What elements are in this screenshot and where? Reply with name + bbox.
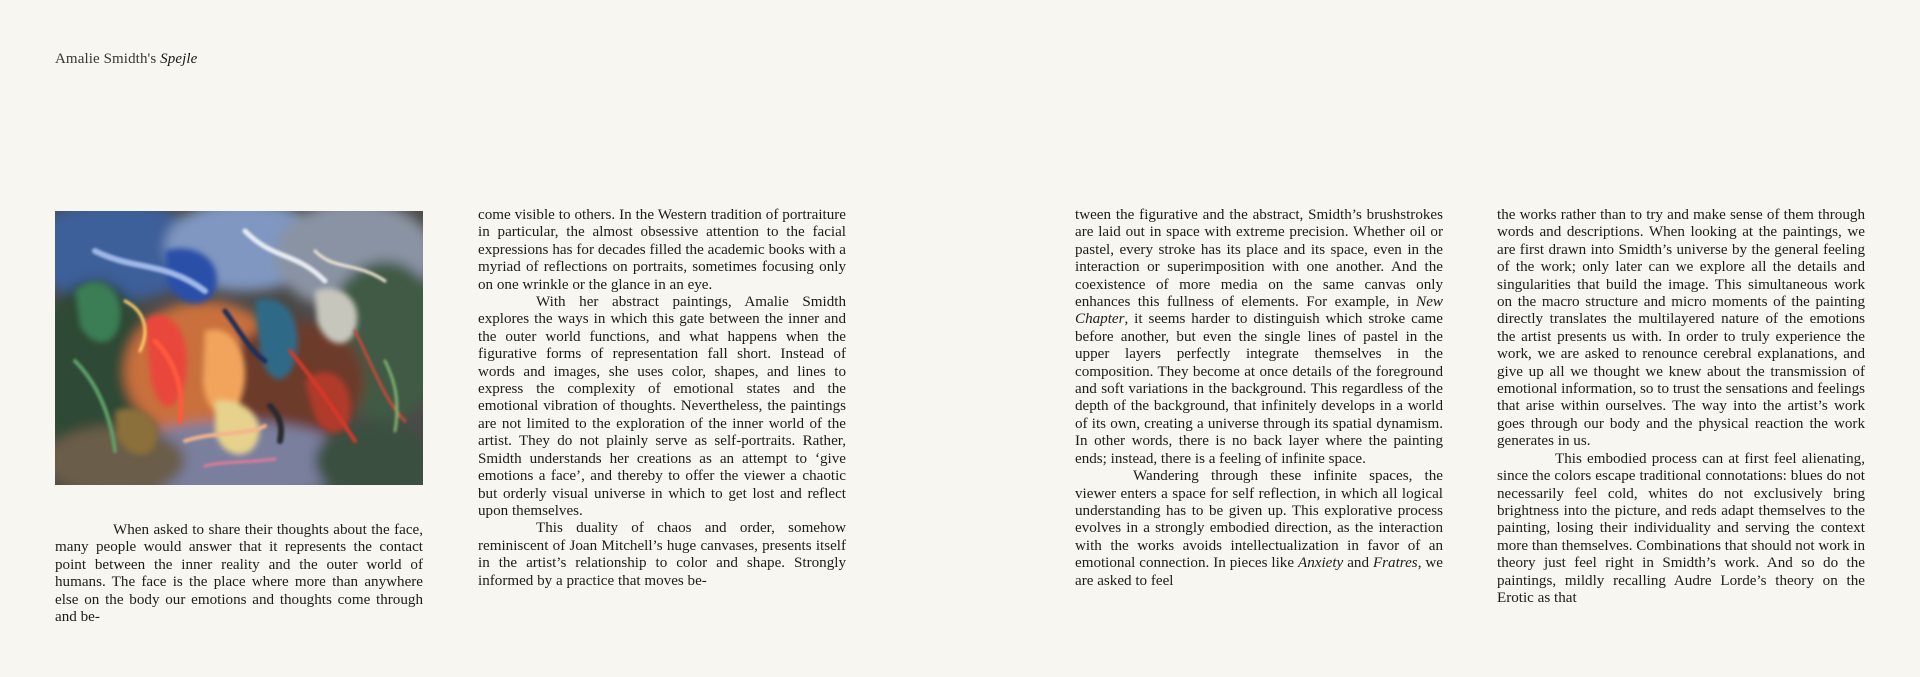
text-run: , it seems harder to distinguish which stroke came before another, but even the single lines of pastel in the upper layers perfectly integrate themselves in the composition. They become at once details of the foreground and soft variations in the background. This regardless of the depth of the background, that infinitely develops in a world of its own, creating a universe through its spatial dynamism. In other words, there is no back layer where the painting ends; instead, there is a feeling of infinite space.: [1075, 311, 1443, 467]
paragraph: When asked to share their thoughts about the face, many people would answer that it represents the contact point between the inner reality and the outer world of humans. The face is the place where more than anywhere else on the body our emotions and thoughts come through and be-: [55, 522, 423, 626]
text-column-4: [1497, 207, 1865, 607]
running-head-prefix: Amalie Smidth's: [55, 51, 161, 67]
running-head-title: Spejle: [160, 51, 198, 67]
paragraph: [1075, 468, 1443, 590]
text-run: and: [1343, 555, 1373, 572]
text-column-2: [478, 207, 846, 590]
paragraph: This duality of chaos and order, somehow reminiscent of Joan Mitchell’s huge canvases, presents itself in the artist’s relationship to color and shape. Strongly informed by a practice that moves be-: [478, 520, 846, 589]
paragraph: the works rather than to try and make sense of them through words and descriptions. When looking at the paintings, we are first drawn into Smidth’s universe by the general feeling of the work; only later can we explore all the details and singularities that build the image. This simultaneous work on the macro structure and micro moments of the painting directly translates the multilayered nature of the emotions the artist presents us with. In order to truly experience the work, we are asked to renounce cerebral explanations, and give up all we thought we knew about the transmission of emotional information, so to trust the sensations and feelings that arise within ourselves. The way into the artist’s work goes through our body and the physical reaction the work generates in us.: [1497, 207, 1865, 450]
running-head: [55, 51, 197, 68]
text-column-3: [1075, 207, 1443, 590]
text-column-1: [55, 522, 423, 626]
paragraph: [1075, 207, 1443, 468]
paragraph: This embodied process can at first feel alienating, since the colors escape traditional connotations: blues do not necessarily feel cold, whites do not exclusively bring brightness into the picture, and reds adapt themselves to the painting, losing their individuality and serving the context more than themselves. Combinations that should not work in theory just feel right in Smidth’s work. And so do the paintings, mildly recalling Audre Lorde’s theory on the Erotic as that: [1497, 450, 1865, 606]
text-run: Wandering through these infinite spaces, the viewer enters a space for self reflection, in which all logical understanding has to be given up. This explorative process evolves in a strongly embodied direction, as the interaction with the works avoids intellectualization in favor of an emotional connection. In pieces like: [1075, 468, 1443, 572]
paragraph: come visible to others. In the Western tradition of portraiture in particular, the almost obsessive attention to the facial expressions has for decades filled the academic books with a myriad of reflections on portraits, sometimes focusing only on one wrinkle or the glance in an eye.: [478, 207, 846, 293]
artwork-title: Anxiety: [1298, 555, 1344, 572]
artwork-title: Fratres: [1372, 555, 1418, 572]
text-run: , we are asked to feel: [1075, 555, 1444, 589]
artwork-title: New Chapter: [1075, 294, 1443, 328]
abstract-painting-image: [55, 211, 423, 485]
text-run: tween the figurative and the abstract, Smidth’s brushstrokes are laid out in space with extreme precision. Whether oil or pastel, every stroke has its place and its space, even in the interaction or superimposition with one another. And the coexistence of more media on the same canvas only enhances this fullness of elements. For example, in: [1075, 207, 1443, 311]
paragraph: With her abstract paintings, Amalie Smidth explores the ways in which this gate between the inner and the outer world functions, and what happens when the figurative forms of representation fall short. Instead of words and images, she uses color, shapes, and lines to express the complexity of emotional states and the emotional vibration of thoughts. Nevertheless, the paintings are not limited to the exploration of the inner world of the artist. They do not plainly serve as self-portraits. Rather, Smidth understands her creations as an attempt to ‘give emotions a face’, and thereby to offer the viewer a chaotic but orderly visual universe in which to get lost and reflect upon themselves.: [478, 294, 846, 519]
